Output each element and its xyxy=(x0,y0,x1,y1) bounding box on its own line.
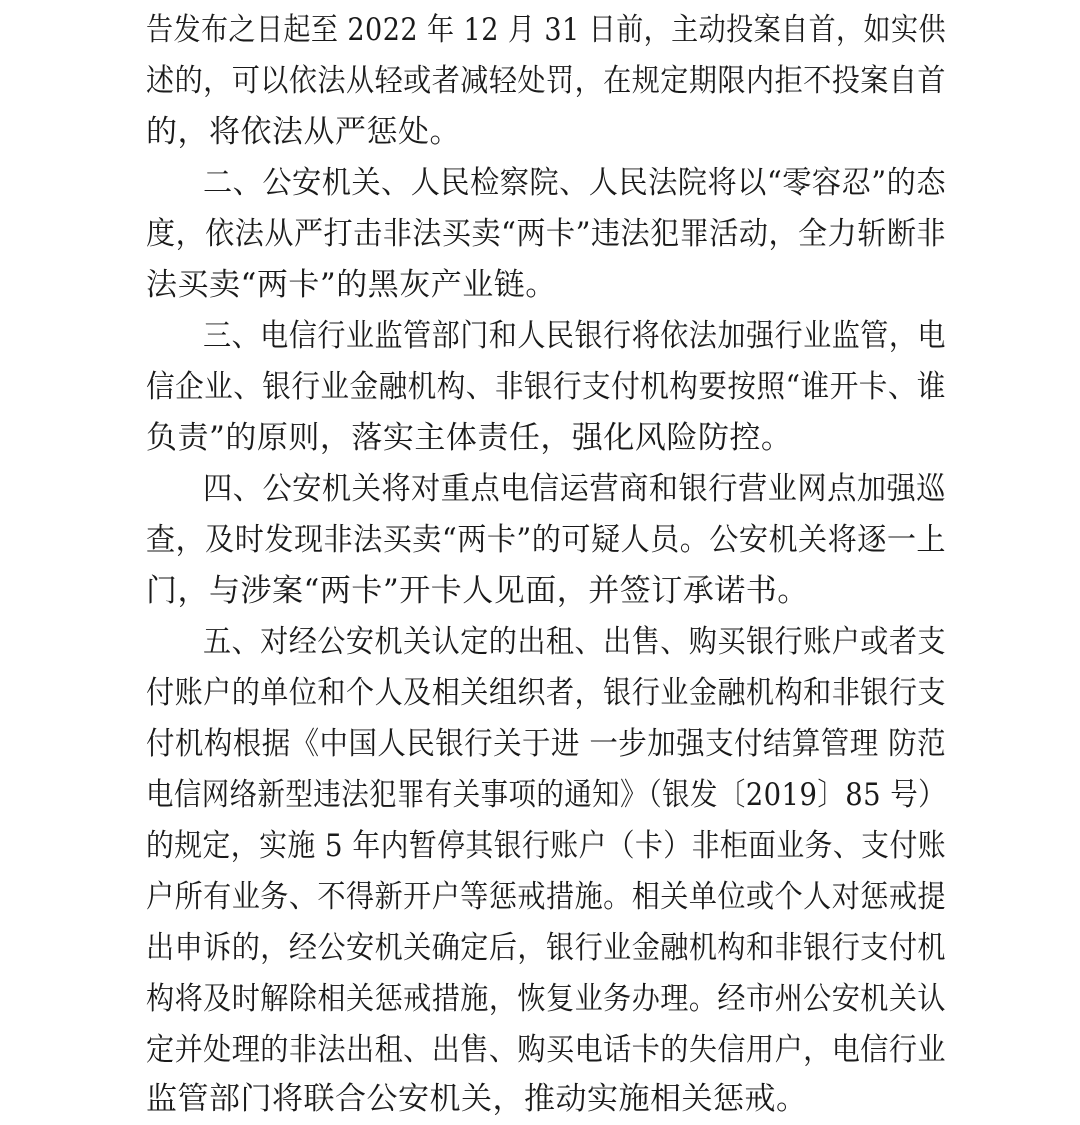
line-text: 定并处理的非法出租、出售、购买电话卡的失信用户，电信行业 xyxy=(146,1032,946,1068)
line-text: 法买卖“两卡”的黑灰产业链。 xyxy=(146,267,557,303)
text-line xyxy=(0,157,1080,209)
text-line xyxy=(0,4,1080,56)
line-text: 的规定，实施 5 年内暂停其银行账户（卡）非柜面业务、支付账 xyxy=(146,828,946,864)
text-line xyxy=(0,310,1080,362)
line-text: 的，将依法从严惩处。 xyxy=(146,114,461,150)
line-text: 查，及时发现非法买卖“两卡”的可疑人员。公安机关将逐一上 xyxy=(146,522,946,558)
text-line xyxy=(0,514,1080,566)
line-text: 负责”的原则，落实主体责任，强化风险防控。 xyxy=(146,420,793,456)
text-line xyxy=(0,973,1080,1025)
line-text: 告发布之日起至 2022 年 12 月 31 日前，主动投案自首，如实供 xyxy=(146,12,946,48)
text-line xyxy=(0,463,1080,515)
line-text: 电信网络新型违法犯罪有关事项的通知》（银发〔2019〕85 号） xyxy=(146,777,946,813)
text-line xyxy=(0,361,1080,413)
text-line xyxy=(0,718,1080,770)
line-text: 门，与涉案“两卡”开卡人见面，并签订承诺书。 xyxy=(146,573,809,609)
line-text: 监管部门将联合公安机关，推动实施相关惩戒。 xyxy=(146,1081,808,1117)
text-line xyxy=(0,820,1080,872)
text-line xyxy=(0,55,1080,107)
text-line xyxy=(0,412,1080,464)
line-text: 构将及时解除相关惩戒措施，恢复业务办理。经市州公安机关认 xyxy=(146,981,946,1017)
text-line xyxy=(0,616,1080,668)
text-line xyxy=(0,1073,1080,1125)
text-line xyxy=(0,106,1080,158)
line-text: 信企业、银行业金融机构、非银行支付机构要按照“谁开卡、谁 xyxy=(146,369,946,405)
text-line xyxy=(0,259,1080,311)
line-text: 付账户的单位和个人及相关组织者，银行业金融机构和非银行支 xyxy=(146,675,946,711)
line-text: 度，依法从严打击非法买卖“两卡”违法犯罪活动，全力斩断非 xyxy=(146,216,946,252)
text-line xyxy=(0,769,1080,821)
line-text: 户所有业务、不得新开户等惩戒措施。相关单位或个人对惩戒提 xyxy=(146,879,946,915)
text-line xyxy=(0,922,1080,974)
line-text: 述的，可以依法从轻或者减轻处罚，在规定期限内拒不投案自首 xyxy=(146,63,946,99)
text-line xyxy=(0,208,1080,260)
line-text: 三、电信行业监管部门和人民银行将依法加强行业监管，电 xyxy=(203,318,946,354)
line-text: 出申诉的，经公安机关确定后，银行业金融机构和非银行支付机 xyxy=(146,930,946,966)
text-line xyxy=(0,871,1080,923)
line-text: 二、公安机关、人民检察院、人民法院将以“零容忍”的态 xyxy=(203,165,946,201)
text-line xyxy=(0,1024,1080,1076)
text-line xyxy=(0,565,1080,617)
text-line xyxy=(0,667,1080,719)
line-text: 五、对经公安机关认定的出租、出售、购买银行账户或者支 xyxy=(203,624,946,660)
line-text: 付机构根据《中国人民银行关于进 一步加强支付结算管理 防范 xyxy=(146,726,946,762)
line-text: 四、公安机关将对重点电信运营商和银行营业网点加强巡 xyxy=(203,471,946,507)
